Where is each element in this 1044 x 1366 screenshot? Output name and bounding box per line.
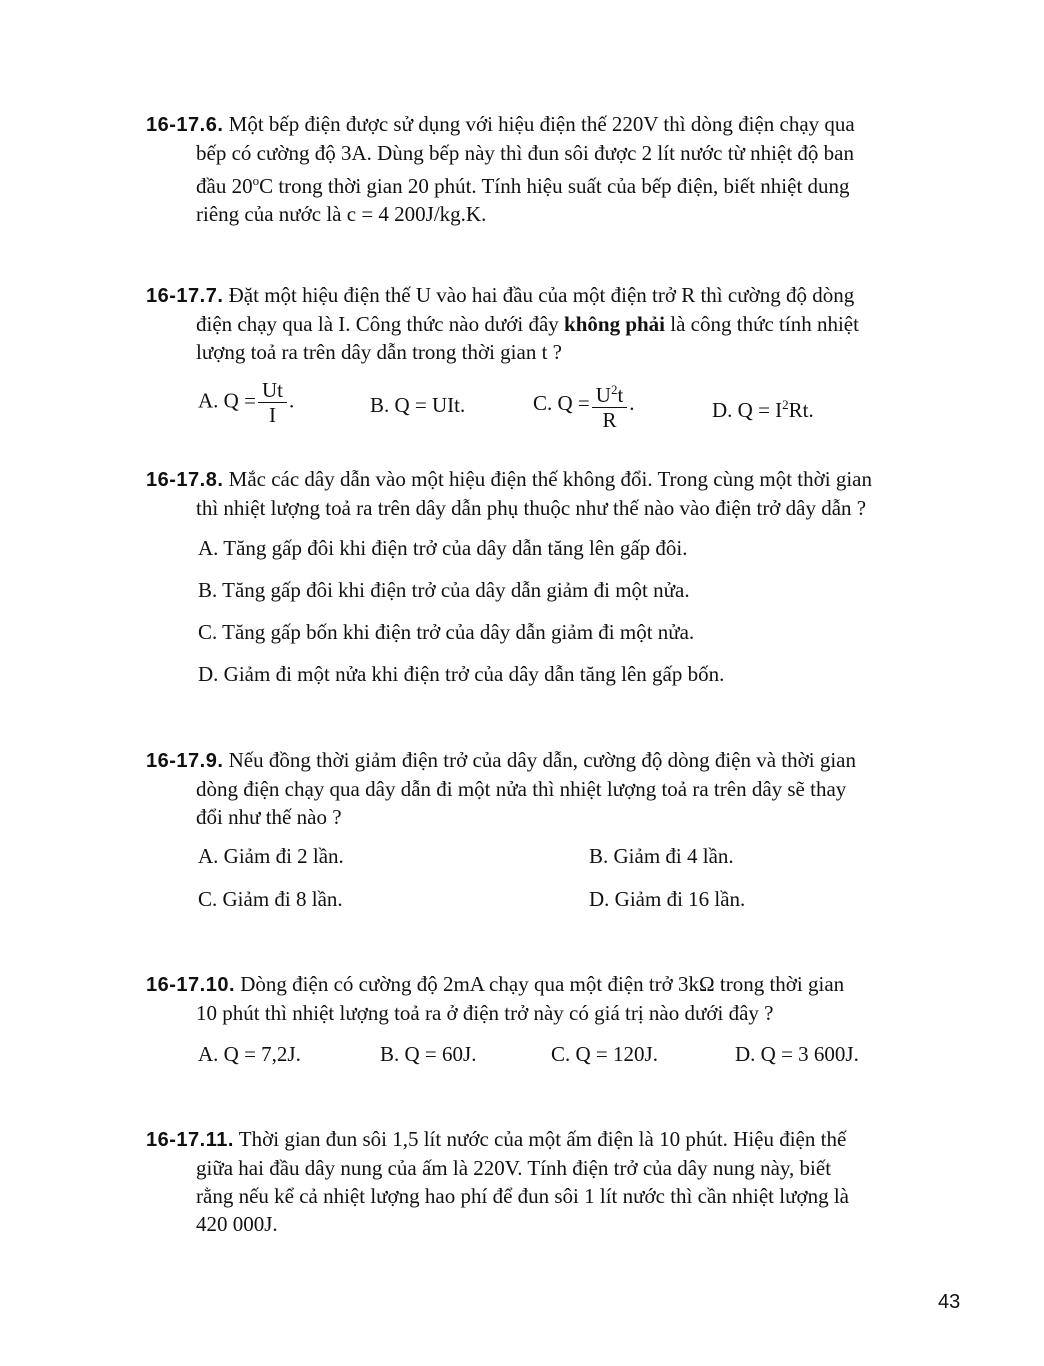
superscript: 2 [782, 397, 789, 412]
problem-line: giữa hai đầu dây nung của ấm là 220V. Tính điện trở của dây nung này, biết [196, 1156, 832, 1180]
problem-16-17-10 [146, 970, 966, 1027]
problem-number: 16-17.9. [146, 750, 224, 772]
problem-text: Dòng điện có cường độ 2mA chạy qua một điện trở 3kΩ trong thời gian [240, 972, 845, 996]
problem-line: riêng của nước là c = 4 200J/kg.K. [196, 202, 487, 226]
problem-line: 420 000J. [196, 1212, 278, 1236]
numerator: Ut [258, 378, 287, 403]
text-fragment: là công thức tính nhiệt [665, 312, 859, 336]
denominator: R [602, 408, 617, 432]
problem-16-17-8 [146, 465, 966, 522]
option-d: D. Q = 3 600J. [735, 1042, 859, 1066]
problem-line [146, 310, 966, 338]
fraction [258, 378, 287, 427]
problem-text: Thời gian đun sôi 1,5 lít nước của một ấm điện là 10 phút. Hiệu điện thế [238, 1127, 847, 1151]
option-c: C. Q = 120J. [551, 1042, 658, 1066]
option-d [712, 391, 814, 424]
emphasis-text: không phải [564, 312, 666, 336]
text-fragment: Rt. [788, 398, 814, 422]
problem-16-17-9 [146, 746, 966, 831]
option-label: C. Q = [533, 390, 590, 415]
problem-line [146, 110, 966, 139]
problem-line [146, 970, 966, 999]
problem-line: đổi như thế nào ? [196, 805, 342, 829]
problem-line [146, 1125, 966, 1154]
text-fragment: điện chạy qua là I. Công thức nào dưới đây [196, 312, 565, 336]
problem-line [146, 746, 966, 775]
punctuation: . [288, 388, 295, 413]
punctuation: . [629, 390, 635, 415]
option-d: D. Giảm đi một nửa khi điện trở của dây dẫn tăng lên gấp bốn. [198, 662, 725, 686]
problem-16-17-6 [146, 110, 966, 228]
problem-line: rằng nếu kể cả nhiệt lượng hao phí để đun sôi 1 lít nước thì cần nhiệt lượng là [196, 1184, 849, 1208]
option-a [198, 378, 294, 427]
problem-text: Đặt một hiệu điện thế U vào hai đầu của một điện trở R thì cường độ dòng [228, 283, 855, 307]
page-number: 43 [938, 1291, 961, 1313]
numerator [592, 378, 628, 408]
option-a: A. Giảm đi 2 lần. [198, 844, 344, 868]
text-fragment: C trong thời gian 20 phút. Tính hiệu suất của bếp điện, biết nhiệt dung [259, 174, 850, 198]
problem-line: lượng toả ra trên dây dẫn trong thời gian t ? [196, 340, 562, 364]
problem-line [146, 465, 966, 494]
text-fragment: D. Q = I [712, 398, 783, 422]
problem-16-17-7 [146, 281, 966, 366]
problem-16-17-11 [146, 1125, 966, 1238]
superscript: o [252, 173, 260, 188]
option-c: C. Tăng gấp bốn khi điện trở của dây dẫn giảm đi một nửa. [198, 620, 695, 644]
option-a: A. Q = 7,2J. [198, 1042, 301, 1066]
problem-line [146, 281, 966, 310]
option-c: C. Giảm đi 8 lần. [198, 887, 343, 911]
problem-text: Nếu đồng thời giảm điện trở của dây dẫn, cường độ dòng điện và thời gian [228, 748, 856, 772]
problem-line: thì nhiệt lượng toả ra trên dây dẫn phụ thuộc như thế nào vào điện trở dây dẫn ? [196, 496, 867, 520]
problem-number: 16-17.8. [146, 469, 224, 491]
problem-number: 16-17.6. [146, 114, 224, 136]
text-fragment: U [595, 383, 611, 407]
denominator: I [268, 403, 276, 427]
option-a: A. Tăng gấp đôi khi điện trở của dây dẫn tăng lên gấp đôi. [198, 536, 688, 560]
problem-number: 16-17.11. [146, 1129, 234, 1151]
option-d: D. Giảm đi 16 lần. [589, 887, 746, 911]
text-fragment: đầu 20 [196, 174, 253, 198]
problem-line: bếp có cường độ 3A. Dùng bếp này thì đun sôi được 2 lít nước từ nhiệt độ ban [196, 141, 854, 165]
option-c [533, 378, 635, 432]
option-b: B. Giảm đi 4 lần. [589, 844, 734, 868]
problem-text: Mắc các dây dẫn vào một hiệu điện thế không đổi. Trong cùng một thời gian [228, 467, 872, 491]
problem-line [146, 167, 966, 200]
problem-line: 10 phút thì nhiệt lượng toả ra ở điện trở này có giá trị nào dưới đây ? [196, 1001, 774, 1025]
option-b: B. Q = 60J. [380, 1042, 477, 1066]
problem-number: 16-17.7. [146, 285, 224, 307]
text-fragment: t [617, 383, 624, 407]
superscript: 2 [610, 382, 618, 397]
problem-number: 16-17.10. [146, 974, 236, 996]
problem-line: dòng điện chạy qua dây dẫn đi một nửa thì nhiệt lượng toả ra trên dây sẽ thay [196, 777, 847, 801]
option-b: B. Tăng gấp đôi khi điện trở của dây dẫn giảm đi một nửa. [198, 578, 690, 602]
option-label: A. Q = [198, 388, 256, 413]
fraction [592, 378, 628, 432]
option-b: B. Q = UIt. [370, 393, 466, 417]
problem-text: Một bếp điện được sử dụng với hiệu điện thế 220V thì dòng điện chạy qua [228, 112, 855, 136]
